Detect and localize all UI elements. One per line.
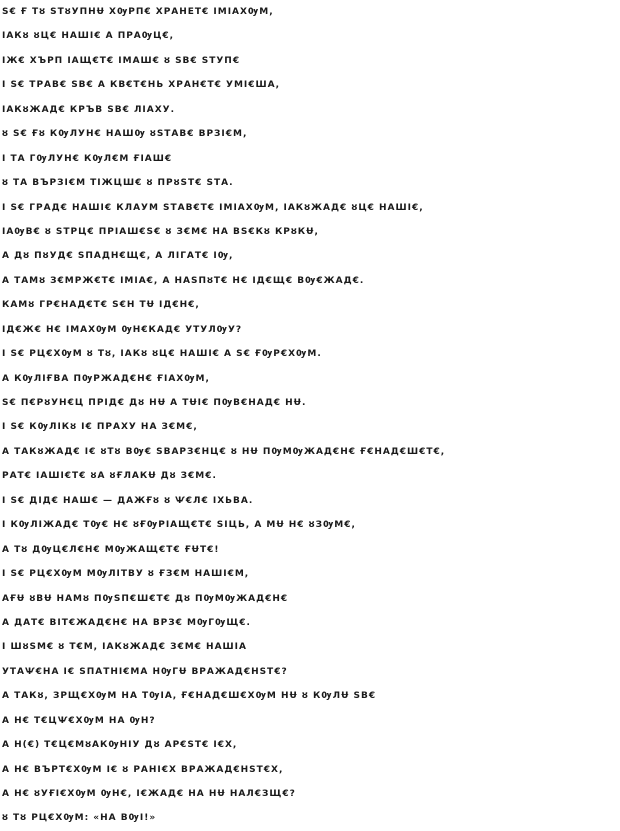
- text-line: А Дȣ ПȣУД€ ЅПАДН€Щ€, А ЛІГАТ€ ІѸ,: [2, 251, 234, 262]
- text-line: І ТА ГѸЛУН€ КѸЛ€М ҒІАШ€: [2, 153, 173, 164]
- text-line: А Н(€) Т€Ц€МȣАКѸНІУ Дȣ АР€ЅТ€ І€Х,: [2, 740, 238, 751]
- text-line: А ТАКȣЖАД€ І€ ȣТȣ ВѸ€ ЅВАРЗ€НЦ€ ȣ НɄ ПѸМѸЖАД€Н€ Ғ€НАД€Ш€Т€,: [2, 446, 446, 457]
- text-line: УТАѰ€НА І€ ЅПАТНІ€МА НѸГɄ ВРАЖАД€НЅТ€?: [2, 666, 288, 677]
- text-line: А Н€ Т€ЦѰ€ХѸМ НА ѸН?: [2, 715, 156, 726]
- text-line: А КѸЛІҒВА ПѸРЖАД€Н€ ҒІАХѸМ,: [2, 373, 210, 384]
- text-line: ІАКȣ ȣЦ€ НАШІ€ А ПРАѸЦ€,: [2, 31, 175, 42]
- text-line: Ѕ€ П€РȣУН€Ц ПРІД€ Дȣ НɄ А ТɄІ€ ПѸВ€НАД€ НɄ.: [2, 398, 307, 408]
- text-line: ȣ Ѕ€ Ғȣ КѸЛУН€ НАШѸ ȣЅТАВ€ ВРЗІ€М,: [2, 129, 248, 140]
- text-line: І Ѕ€ ТРАВ€ ЅВ€ А КВ€Т€НЬ ХРАН€Т€ УМІ€ША,: [2, 80, 280, 91]
- text-line: ȣ Тȣ РЦ€ХѸМ: «НА ВѸІ!»: [2, 813, 157, 824]
- text-line: І Ѕ€ ДІД€ НАШ€ — ДАЖҒȣ ȣ Ѱ€Л€ ІХЬВА.: [2, 495, 254, 506]
- text-line: І Ѕ€ ГРАД€ НАШІ€ КЛАУМ ЅТАВ€Т€ ІМІАХѸМ, ІАКȣЖАД€ ȣЦ€ НАШІ€,: [2, 202, 424, 213]
- text-line: ІЖ€ ХЪРП ІАЩ€Т€ ІМАШ€ ȣ ЅВ€ ЅТУП€: [2, 55, 241, 66]
- text-line: ІД€Ж€ Н€ ІМАХѸМ ѸН€КАД€ УТУЛѸУ?: [2, 324, 243, 335]
- text-line: А Тȣ ДѸЦ€Л€Н€ МѸЖАЩ€Т€ ҒɄТ€!: [2, 544, 220, 555]
- text-line: І Ѕ€ РЦ€ХѸМ МѸЛІТВУ ȣ ҒЗ€М НАШІ€М,: [2, 569, 250, 580]
- text-line: ІАѸВ€ ȣ ЅТРЦ€ ПРІАШ€Ѕ€ ȣ З€М€ НА ВЅ€Кȣ КРȣКɄ,: [2, 226, 319, 237]
- text-line: А ДАТ€ ВІТ€ЖАД€Н€ НА ВРЗ€ МѸГѸЩ€.: [2, 617, 251, 628]
- text-line: КАМȣ ГР€НАД€Т€ Ѕ€Н ТɄ ІД€Н€,: [2, 300, 200, 311]
- text-line: А ТАМȣ З€МРЖ€Т€ ІМІА€, А НАЅПȣТ€ Н€ ІД€Щ€ ВѸ€ЖАД€.: [2, 275, 365, 286]
- text-line: АҒɄ ȣВɄ НАМȣ ПѸЅП€Ш€Т€ Дȣ ПѸМѸЖАД€Н€: [2, 593, 289, 604]
- text-line: І Ѕ€ РЦ€ХѸМ ȣ Тȣ, ІАКȣ ȣЦ€ НАШІ€ А Ѕ€ ҒѸР€ХѸМ.: [2, 349, 322, 360]
- text-line: І Ѕ€ КѸЛІКȣ І€ ПРАХУ НА З€М€,: [2, 422, 198, 433]
- text-line: РАТ€ ІАШІ€Т€ ȣА ȣҒЛАКɄ Дȣ З€М€.: [2, 471, 217, 482]
- text-line: А ТАКȣ, ЗРЩ€ХѸМ НА ТѸІА, Ғ€НАД€Ш€ХѸМ НɄ ȣ КѸЛɄ ЅВ€: [2, 691, 377, 702]
- text-line: І КѸЛІЖАД€ ТѸ€ Н€ ȣҒѸРІАЩ€Т€ ЅІЦЬ, А МɄ Н€ ȣЗѸМ€,: [2, 520, 356, 531]
- text-line: ІАКȣЖАД€ КРЪВ ЅВ€ ЛІАХУ.: [2, 104, 175, 115]
- text-line: А Н€ ВЪРТ€ХѸМ І€ ȣ РАНІ€Х ВРАЖАД€НЅТ€Х,: [2, 764, 284, 775]
- poem-text-block: [2, 0, 618, 831]
- text-line: А Н€ ȣУҒІ€ХѸМ ѸН€, І€ЖАД€ НА НɄ НАЛ€ЗЩ€?: [2, 789, 296, 799]
- text-line: Ѕ€ Ғ Тȣ ЅТȣУПНɄ ХѸРП€ ХРАНЕТ€ ІМІАХѸМ,: [2, 7, 274, 17]
- text-line: І ШȣЅМ€ ȣ Т€М, ІАКȣЖАД€ З€М€ НАШІА: [2, 642, 247, 653]
- text-line: ȣ ТА ВЪРЗІ€М ТІЖЦШ€ ȣ ПРȣЅТ€ ЅТА.: [2, 178, 234, 189]
